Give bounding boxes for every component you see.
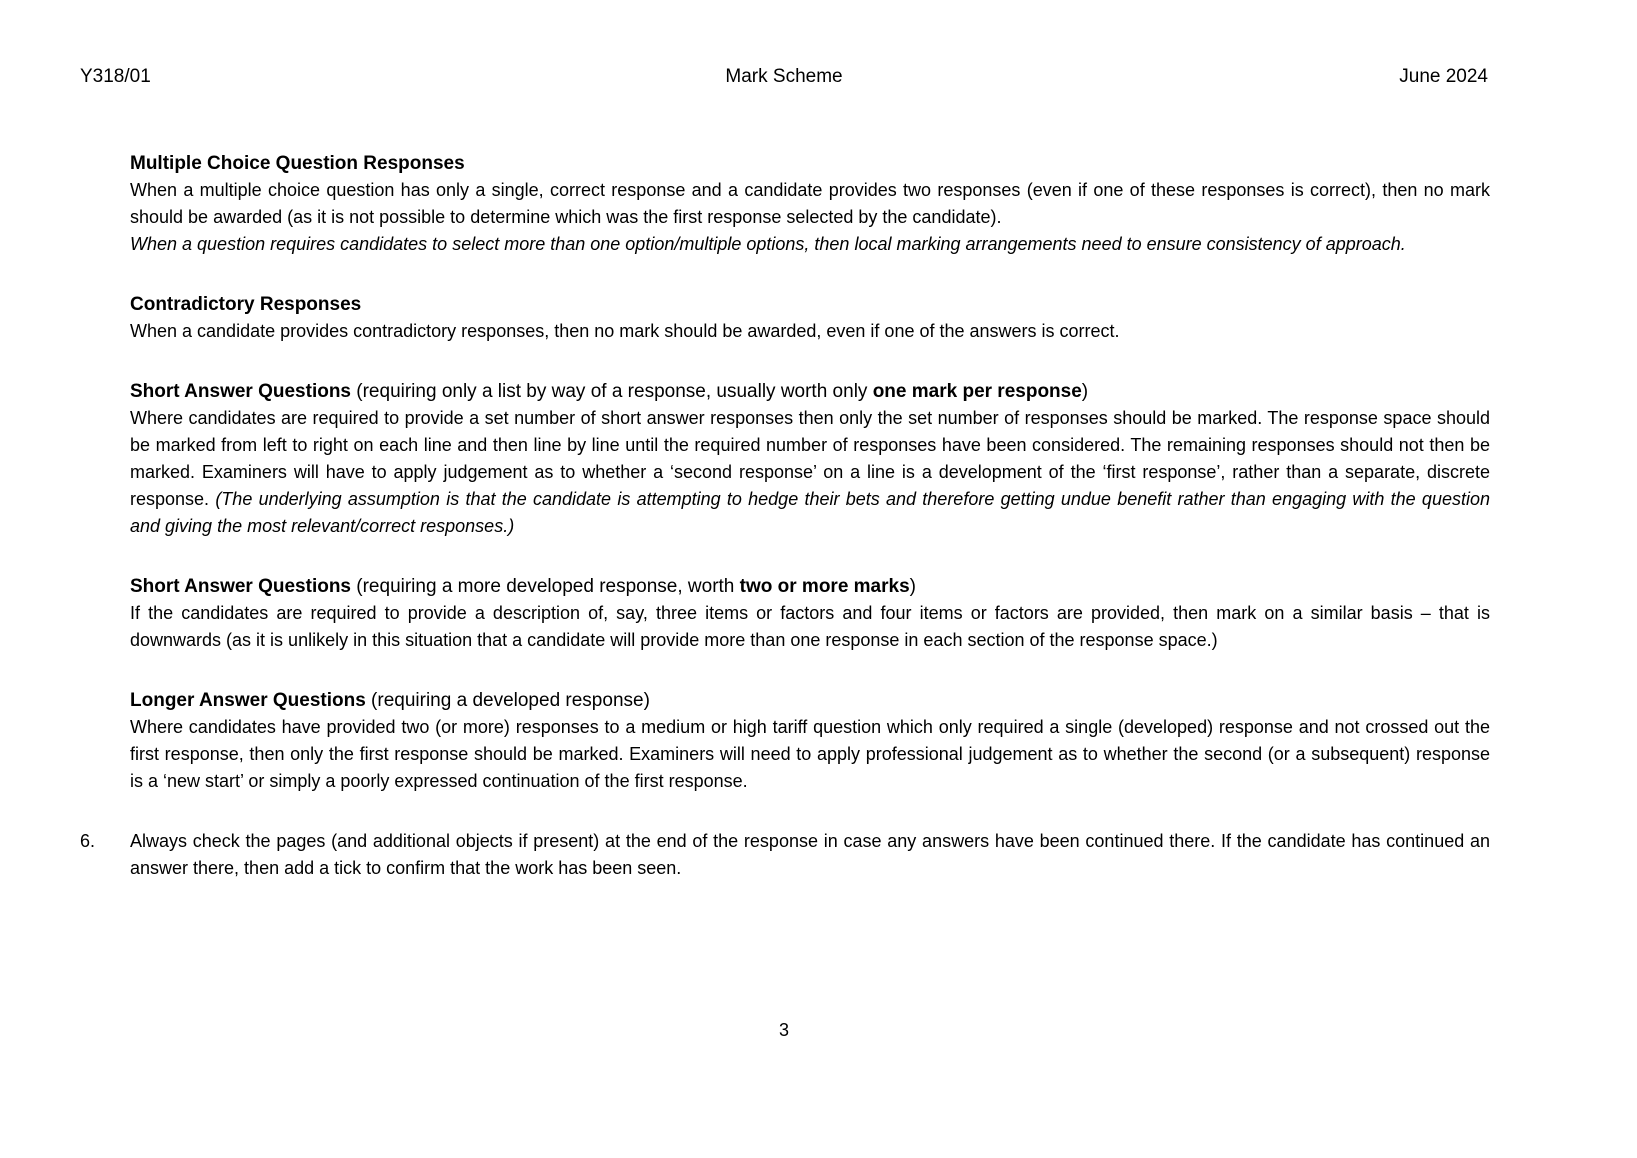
- page-header: [80, 66, 1488, 92]
- heading-text: ): [1081, 381, 1089, 402]
- heading-text: Multiple Choice Question Responses: [130, 153, 465, 174]
- numbered-item-6: [80, 828, 1490, 882]
- section-heading: [130, 291, 1490, 318]
- section-paragraph: If the candidates are required to provide a description of, say, three items or factors and four items or factors are provided, then mark on a similar basis – that is downwards (as it is unlikely in this situation that a candidate will provide more than one response in each section of the response space.): [130, 603, 1490, 650]
- page-number: 3: [778, 1020, 789, 1040]
- item-number: 6.: [80, 831, 96, 851]
- heading-text-bold: Short Answer Questions: [130, 576, 351, 597]
- heading-text-bold: two or more marks: [739, 576, 910, 597]
- heading-text-bold: Longer Answer Questions: [130, 690, 366, 711]
- section-heading: [130, 573, 1490, 600]
- section-heading: [130, 378, 1490, 405]
- heading-text: (requiring a more developed response, worth: [351, 576, 740, 597]
- paper-code: Y318/01: [80, 66, 151, 87]
- document-body: [80, 150, 1490, 915]
- section-short-answer-list: [130, 378, 1490, 540]
- section-contradictory-responses: [130, 291, 1490, 345]
- section-heading: [130, 150, 1490, 177]
- heading-text: (requiring only a list by way of a response, usually worth only: [351, 381, 873, 402]
- section-paragraph-italic: When a question requires candidates to select more than one option/multiple options, then local marking arrangements need to ensure consistency of approach.: [130, 234, 1406, 254]
- section-paragraph: Where candidates have provided two (or more) responses to a medium or high tariff question which only required a single (developed) response and not crossed out the first response, then only the first response should be marked. Examiners will need to apply professional judgement as to whether the second (or a subsequent) response is a ‘new start’ or simply a poorly expressed continuation of the first response.: [130, 717, 1490, 791]
- heading-text-bold: Short Answer Questions: [130, 381, 351, 402]
- heading-text-bold: one mark per response: [872, 381, 1082, 402]
- section-paragraph: [130, 405, 1490, 540]
- section-paragraph: When a multiple choice question has only a single, correct response and a candidate provides two responses (even if one of these responses is correct), then no mark should be awarded (as it is not possible to determine which was the first response selected by the candidate).: [130, 180, 1490, 227]
- paragraph-text: Where candidates are required to provide a set number of short answer responses then only the set number of responses should be marked. The response space should be marked from left to right on each line and then line by line until the required number of responses have been considered. The remaining responses should not then be marked. Examiners will have to apply judgement as to whether a ‘second response’ on a line is a development of the ‘first response’, rather than a separate, discrete response.: [130, 408, 1490, 509]
- paragraph-text-italic: (The underlying assumption is that the candidate is attempting to hedge their bets and therefore getting undue benefit rather than engaging with the question and giving the most relevant/correct responses.): [130, 489, 1490, 536]
- heading-text: (requiring a developed response): [365, 690, 650, 711]
- page-footer: [80, 1020, 1488, 1041]
- session-date: June 2024: [1399, 66, 1488, 87]
- section-heading: [130, 687, 1490, 714]
- section-longer-answer: [130, 687, 1490, 795]
- heading-text: ): [909, 576, 916, 597]
- heading-text: Contradictory Responses: [130, 294, 362, 315]
- document-title: Mark Scheme: [725, 66, 843, 87]
- section-short-answer-developed: [130, 573, 1490, 654]
- section-paragraph: When a candidate provides contradictory responses, then no mark should be awarded, even if one of the answers is correct.: [130, 321, 1120, 341]
- section-multiple-choice-responses: [130, 150, 1490, 258]
- item-text: Always check the pages (and additional objects if present) at the end of the response in case any answers have been continued there. If the candidate has continued an answer there, then add a tick to confirm that the work has been seen.: [130, 831, 1490, 878]
